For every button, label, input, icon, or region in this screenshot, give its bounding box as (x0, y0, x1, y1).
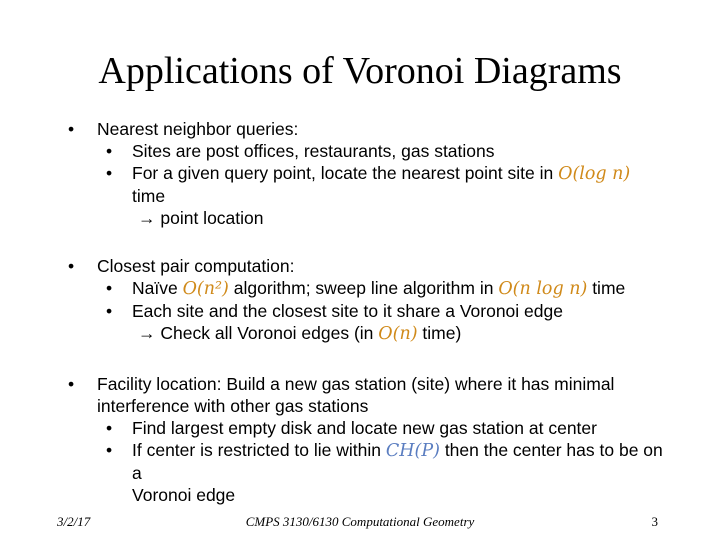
slide-title: Applications of Voronoi Diagrams (98, 50, 622, 92)
sub-bullet-text: Each site and the closest site to it share a Voronoi edge (132, 301, 563, 321)
bullet-icon: • (106, 418, 113, 438)
sub-bullet-text: Sites are post offices, restaurants, gas stations (132, 141, 495, 161)
arrow-line (68, 322, 668, 345)
math-expression: O(n log n) (498, 279, 588, 299)
bullet-icon: • (68, 256, 75, 276)
slide-content (68, 118, 668, 506)
sub-bullet (68, 439, 668, 506)
bullet-nearest-neighbor (68, 118, 668, 140)
bullet-heading-cont: interference with other gas stations (97, 396, 369, 416)
bullet-heading: Facility location: Build a new gas station (site) where it has minimal (97, 374, 615, 394)
arrow-text: time) (417, 323, 462, 343)
bullet-icon: • (68, 374, 75, 394)
sub-bullet-text: If center is restricted to lie within (132, 440, 386, 460)
footer-page-number: 3 (651, 514, 658, 529)
bullet-icon: • (106, 278, 113, 298)
sub-bullet-text: time (132, 186, 166, 206)
math-expression: CH(P) (385, 441, 440, 461)
sub-bullet (68, 140, 668, 162)
math-expression: O(n) (378, 324, 418, 344)
arrow-text: Check all Voronoi edges (in (160, 323, 379, 343)
sub-bullet (68, 300, 668, 322)
sub-bullet-text: Find largest empty disk and locate new gas station at center (132, 418, 597, 438)
arrow-text: point location (160, 208, 264, 228)
arrow-icon: → (138, 208, 156, 228)
sub-bullet-text: Naïve (132, 278, 183, 298)
bullet-heading: Closest pair computation: (97, 256, 295, 276)
bullet-heading: Nearest neighbor queries: (97, 119, 299, 139)
sub-bullet-text: algorithm; sweep line algorithm in (228, 278, 499, 298)
footer-course: CMPS 3130/6130 Computational Geometry (245, 514, 475, 529)
footer-date: 3/2/17 (57, 514, 91, 529)
sub-bullet-text: time (587, 278, 626, 298)
bullet-icon: • (106, 163, 113, 183)
math-expression: O(n²) (182, 279, 229, 299)
bullet-icon: • (106, 301, 113, 321)
bullet-icon: • (106, 141, 113, 161)
bullet-facility-location (68, 373, 668, 417)
sub-bullet-text: For a given query point, locate the nearest point site in (132, 163, 559, 183)
math-expression: O(log n) (558, 164, 631, 184)
sub-bullet (68, 162, 668, 207)
bullet-icon: • (106, 440, 113, 460)
sub-bullet-text-cont: Voronoi edge (132, 485, 236, 505)
arrow-line (68, 207, 668, 229)
bullet-closest-pair (68, 255, 668, 277)
arrow-icon: → (138, 323, 156, 343)
sub-bullet (68, 277, 668, 300)
sub-bullet (68, 417, 668, 439)
sub-bullet-text: then the center has to be on a (132, 440, 663, 483)
bullet-icon: • (68, 119, 75, 139)
